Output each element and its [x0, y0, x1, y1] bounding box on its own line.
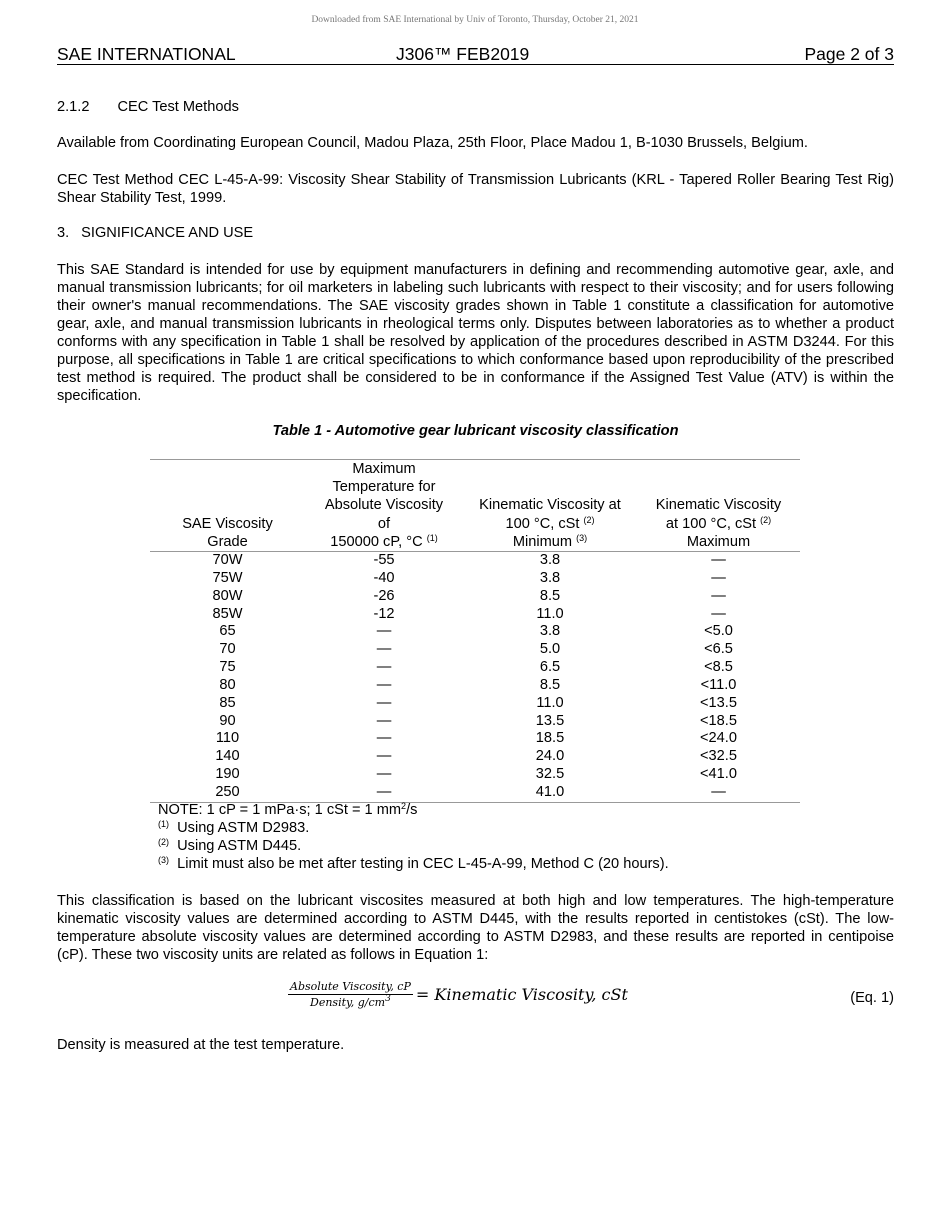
cell-grade: 75W: [212, 569, 243, 586]
table-header-row: [150, 460, 800, 552]
paragraph-available: Available from Coordinating European Council, Madou Plaza, 25th Floor, Place Madou 1, B-1030 Brussels, Belgium.: [57, 135, 808, 151]
paragraph-cec-method: CEC Test Method CEC L-45-A-99: Viscosity Shear Stability of Transmission Lubricants (KRL - Tapered Roller Bearing Test Rig) Shear Stability Test, 1999.: [57, 172, 894, 206]
cell-max-temp: —: [376, 659, 392, 676]
cell-kv-max: <24.0: [700, 730, 737, 747]
cell-kv-max: <5.0: [704, 623, 733, 640]
header-page-number: Page 2 of 3: [804, 44, 894, 64]
table-row: [150, 552, 800, 570]
table-row: [150, 677, 800, 695]
cell-kv-min: 18.5: [535, 730, 565, 747]
header-doc-id: J306™ FEB2019: [396, 44, 530, 64]
section-title: CEC Test Methods: [117, 99, 239, 115]
table-caption: Table 1 - Automotive gear lubricant viscosity classification: [272, 423, 679, 439]
cell-max-temp: —: [376, 694, 392, 711]
cell-grade: 75: [219, 659, 236, 676]
section-heading-3: [57, 224, 894, 242]
table-row: [150, 766, 800, 784]
cell-grade: 90: [219, 712, 236, 729]
cell-kv-min: 3.8: [539, 552, 561, 569]
table-row: [150, 588, 800, 606]
cell-max-temp: —: [376, 641, 392, 658]
cell-grade: 250: [215, 783, 240, 800]
page-header: [57, 44, 894, 65]
cell-grade: 70W: [212, 552, 243, 569]
section-heading-2-1-2: [57, 98, 894, 116]
cell-max-temp: —: [376, 712, 392, 729]
equation-fraction: [288, 980, 413, 1009]
cell-kv-max: <13.5: [700, 694, 737, 711]
cell-kv-max: —: [711, 569, 726, 586]
viscosity-classification-table: [150, 459, 800, 803]
header-sae-grade: SAE Viscosity Grade: [150, 460, 305, 552]
footnote-1: $^{(1)}$ Using ASTM D2983.: [158, 819, 310, 836]
cell-grade: 65: [219, 623, 236, 640]
paragraph-classification: This classification is based on the lubricant viscosites measured at both high and low temperatures. The high-temperature kinematic viscosity values are determined according to ASTM D445, with the results reported in centistokes (cSt). The low-temperature absolute viscosity values are determined according to ASTM D2983, and these results are reported in centipoise (cP). These two viscosity units are related as follows in Equation 1:: [57, 893, 894, 963]
table-row: [150, 748, 800, 766]
table-row: [150, 659, 800, 677]
equation-1: [288, 980, 628, 1009]
cell-kv-max: <32.5: [700, 748, 737, 765]
cell-kv-max: <8.5: [704, 659, 733, 676]
cell-max-temp: -12: [373, 605, 395, 622]
cell-grade: 70: [219, 641, 236, 658]
table-row: [150, 713, 800, 731]
section-title: SIGNIFICANCE AND USE: [81, 225, 254, 241]
cell-max-temp: -26: [373, 587, 395, 604]
cell-kv-max: <11.0: [700, 676, 737, 693]
cell-max-temp: -40: [373, 569, 395, 586]
cell-kv-min: 3.8: [539, 569, 561, 586]
cell-kv-max: <6.5: [704, 641, 733, 658]
cell-max-temp: —: [376, 783, 392, 800]
header-kv-minimum: Kinematic Viscosity at 100 °C, cSt $^{(2)}$ Minimum $^{(3)}$: [463, 460, 637, 552]
cell-max-temp: —: [376, 730, 392, 747]
cell-kv-min: 3.8: [539, 623, 561, 640]
cell-max-temp: —: [376, 766, 392, 783]
cell-kv-max: —: [711, 552, 726, 569]
footnote-3: $^{(3)}$ Limit must also be met after testing in CEC L-45-A-99, Method C (20 hours).: [158, 855, 669, 872]
table-row: [150, 784, 800, 802]
cell-kv-max: —: [711, 783, 726, 800]
cell-kv-min: 32.5: [535, 766, 565, 783]
cell-kv-min: 24.0: [535, 748, 565, 765]
cell-kv-min: 6.5: [539, 659, 561, 676]
table-row: [150, 641, 800, 659]
cell-max-temp: —: [376, 623, 392, 640]
download-watermark: Downloaded from SAE International by Univ of Toronto, Thursday, October 21, 2021: [311, 15, 639, 25]
table-note: NOTE: 1 cP = 1 mPa·s; 1 cSt = 1 $mm^2/s$: [158, 801, 418, 818]
equation-numerator: Absolute Viscosity, cP: [290, 980, 411, 993]
cell-kv-min: 13.5: [535, 712, 565, 729]
table-row: [150, 623, 800, 641]
cell-max-temp: —: [376, 748, 392, 765]
equation-label: (Eq. 1): [850, 990, 894, 1006]
table-notes: [158, 801, 669, 873]
cell-grade: 85W: [212, 605, 243, 622]
cell-kv-min: 5.0: [539, 641, 561, 658]
header-max-temperature: Maximum Temperature for Absolute Viscosity of 150000 cP, °C $^{(1)}$: [305, 460, 463, 552]
cell-grade: 110: [215, 730, 240, 747]
cell-kv-max: <41.0: [700, 766, 737, 783]
cell-kv-min: 11.0: [536, 605, 564, 622]
cell-grade: 80W: [212, 587, 243, 604]
table-row: [150, 730, 800, 748]
cell-max-temp: —: [376, 676, 392, 693]
cell-kv-max: —: [711, 587, 726, 604]
cell-kv-min: 41.0: [535, 783, 565, 800]
cell-kv-min: 8.5: [539, 676, 561, 693]
cell-kv-max: —: [711, 605, 726, 622]
cell-grade: 80: [219, 676, 236, 693]
header-org: SAE INTERNATIONAL: [57, 44, 236, 64]
header-kv-maximum: Kinematic Viscosity at 100 °C, cSt $^{(2)}$ Maximum: [637, 460, 800, 552]
cell-grade: 140: [215, 748, 240, 765]
cell-grade: 190: [215, 766, 240, 783]
section-number: 2.1.2: [57, 99, 90, 115]
cell-kv-min: 8.5: [539, 587, 561, 604]
cell-grade: 85: [219, 694, 236, 711]
section-number: 3.: [57, 225, 70, 241]
table-row: [150, 606, 800, 624]
equation-denominator: Density, $g/cm^3$: [310, 994, 391, 1009]
footnote-2: $^{(2)}$ Using ASTM D445.: [158, 837, 302, 854]
cell-kv-min: 11.0: [536, 694, 564, 711]
equation-rhs: = Kinematic Viscosity, cSt: [415, 985, 628, 1004]
paragraph-significance: This SAE Standard is intended for use by equipment manufacturers in defining and recommending automotive gear, axle, and manual transmission lubricants; for oil marketers in labeling such lubricants with respect to their viscosity; and for users following their owner's manual recommendations. The SAE viscosity grades shown in Table 1 constitute a classification for automotive gear, axle, and manual transmission lubricants in rheological terms only. Disputes between laboratories as to whether a product conforms with any specification in Table 1 shall be resolved by application of the procedures described in ASTM D3244. For this purpose, all specifications in Table 1 are critical specifications to which conformance based upon reproducibility of the prescribed test method is required. The product shall be considered to be in conformance if the Assigned Test Value (ATV) is within the specification.: [57, 262, 894, 404]
cell-kv-max: <18.5: [700, 712, 737, 729]
table-row: [150, 570, 800, 588]
paragraph-density: Density is measured at the test temperature.: [57, 1037, 345, 1053]
cell-max-temp: -55: [373, 552, 395, 569]
table-row: [150, 695, 800, 713]
